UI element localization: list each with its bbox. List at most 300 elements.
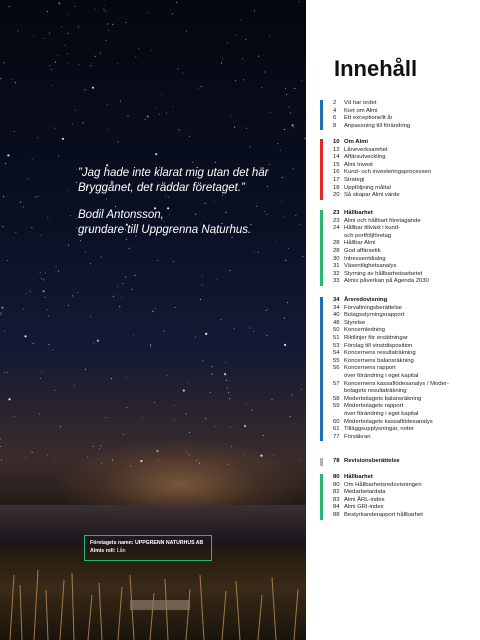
star (92, 87, 94, 89)
star (205, 333, 207, 335)
toc-entry[interactable] (333, 504, 478, 512)
star (67, 33, 68, 34)
star (299, 1, 300, 2)
star (157, 260, 158, 261)
star (117, 286, 118, 287)
toc-entry[interactable] (333, 350, 478, 358)
star (62, 138, 64, 140)
toc-page-number: 88 (333, 511, 340, 518)
toc-entry[interactable] (333, 419, 478, 427)
star (288, 248, 289, 249)
toc-entry[interactable] (333, 263, 478, 271)
star (126, 377, 127, 378)
toc-entry-label: Om Hållbarhetsredovisningen (344, 481, 422, 488)
star (155, 153, 157, 155)
star (126, 239, 127, 240)
star (104, 5, 105, 6)
toc-entry[interactable] (333, 458, 478, 466)
toc-entry-label: Så skapar Almi värde (344, 192, 400, 199)
star (104, 9, 105, 10)
star (52, 349, 53, 350)
toc-entry[interactable] (333, 411, 478, 419)
star (85, 89, 86, 90)
toc-page-number: 60 (333, 418, 340, 425)
star (99, 448, 100, 449)
star (35, 197, 36, 198)
star (126, 22, 127, 23)
toc-page-number: 82 (333, 489, 340, 496)
star (80, 240, 81, 241)
star (44, 297, 45, 298)
toc-entry-label: Ett exceptionellt år (344, 115, 393, 122)
star (177, 68, 178, 69)
star (23, 309, 24, 310)
star (254, 10, 255, 11)
star (78, 26, 79, 27)
toc-entry-label: Hållbarhet (344, 210, 373, 216)
star (227, 388, 228, 389)
company-info-box (84, 535, 212, 561)
star (30, 291, 31, 292)
star (58, 155, 59, 156)
toc-page-number: 4 (333, 107, 337, 114)
star (188, 382, 189, 383)
star (1, 307, 3, 309)
toc-entry[interactable] (333, 343, 478, 351)
toc-entry[interactable] (333, 225, 478, 233)
toc-entry-label: Almis påverkan på Agenda 2030 (344, 278, 429, 285)
star (41, 278, 42, 279)
star (8, 398, 10, 400)
star (32, 159, 33, 160)
quote-author (78, 208, 288, 238)
toc-entry-label: Koncernens kassaflödesanalys / Moder- (344, 380, 449, 387)
star (230, 427, 231, 428)
star (79, 64, 80, 65)
star (269, 164, 270, 165)
toc-entry-label: Årsredovisning (344, 297, 388, 303)
star (121, 297, 122, 298)
star (287, 302, 288, 303)
star (120, 101, 121, 102)
star (244, 425, 246, 427)
toc-page-number: 31 (333, 263, 340, 270)
star (235, 80, 236, 81)
toc-entry[interactable] (333, 177, 478, 185)
section-color-bar (320, 458, 323, 466)
star (112, 24, 113, 25)
star (129, 248, 130, 249)
star (50, 65, 51, 66)
toc-page-number: 14 (333, 154, 340, 161)
star (3, 196, 4, 197)
star (14, 416, 15, 417)
star (43, 279, 44, 280)
star (234, 328, 235, 329)
star (250, 146, 251, 147)
toc-entry[interactable] (333, 154, 478, 162)
star (302, 256, 303, 257)
star (301, 80, 302, 81)
star (51, 69, 52, 70)
star (293, 127, 294, 128)
star (0, 78, 1, 79)
toc-entry[interactable] (333, 169, 478, 177)
star (285, 260, 286, 261)
star (37, 137, 38, 138)
star (119, 306, 120, 307)
toc-entry[interactable] (333, 115, 478, 123)
star (185, 414, 186, 415)
star (108, 30, 109, 31)
toc-page-number: 24 (333, 225, 340, 232)
toc-page-number: 78 (333, 458, 340, 464)
star (54, 458, 55, 459)
toc-entry[interactable] (333, 320, 478, 328)
toc-page-number: 83 (333, 496, 340, 503)
star (90, 316, 91, 317)
toc-entry[interactable] (333, 305, 478, 313)
star (183, 73, 184, 74)
toc-entry-label: Moderbolagets balansräkning (344, 395, 422, 402)
toc-entry[interactable] (333, 123, 478, 131)
toc-entry-label: Vd har ordet (344, 100, 377, 106)
star (105, 11, 106, 12)
toc-page-number: 15 (333, 161, 340, 168)
star (166, 113, 167, 114)
star (77, 292, 78, 293)
toc-page-number: 50 (333, 327, 340, 334)
star (202, 285, 203, 286)
toc-page-number: 32 (333, 270, 340, 277)
toc-page-number: 77 (333, 433, 340, 440)
star (100, 53, 101, 54)
star (243, 79, 244, 80)
star (101, 257, 102, 258)
section-color-bar (320, 100, 323, 130)
toc-entry[interactable] (333, 434, 478, 442)
toc-title: Innehåll (334, 56, 418, 81)
toc-page-number: 8 (333, 122, 337, 129)
star (202, 275, 203, 276)
star (72, 124, 73, 125)
toc-entry-label: bolagets resultaträkning (344, 388, 407, 395)
star (107, 104, 108, 105)
star (264, 72, 265, 73)
star (214, 426, 215, 427)
toc-entry-label: Bolagsstyrningsrapport (344, 312, 405, 319)
star (41, 371, 42, 372)
star (212, 366, 213, 367)
star (54, 390, 55, 391)
star (40, 272, 41, 273)
toc-page-number: 23 (333, 217, 340, 224)
toc-entry-label: Koncernens rapport (344, 365, 396, 372)
star (75, 6, 76, 7)
section-color-bar (320, 210, 323, 286)
company-name-label: Företagets namn: (90, 540, 134, 546)
toc-entry[interactable] (333, 297, 478, 305)
toc-entry[interactable] (333, 373, 478, 381)
toc-entry[interactable] (333, 365, 478, 373)
star (133, 335, 134, 336)
toc-entry-label: Kund- och investeringsprocessen (344, 169, 432, 176)
star (258, 56, 259, 57)
toc-entry-label: Intressentdialog (344, 255, 386, 262)
star (285, 88, 286, 89)
star (289, 106, 290, 107)
star (173, 420, 174, 421)
toc-entry-label: Hållbar Almi (344, 240, 376, 247)
star (142, 418, 143, 419)
star (189, 136, 190, 137)
section-color-bar (320, 297, 323, 441)
toc-entry[interactable] (333, 396, 478, 404)
toc-page-number: 34 (333, 304, 340, 311)
star (93, 342, 94, 343)
toc-entry[interactable] (333, 489, 478, 497)
toc-entry-label: Hållbarhet (344, 474, 373, 480)
star (65, 45, 66, 46)
star (295, 215, 296, 216)
star (195, 337, 196, 338)
toc-entry[interactable] (333, 139, 478, 147)
star (70, 215, 71, 216)
toc-entry-label: över förändring i eget kapital (344, 410, 419, 417)
toc-page-number: 28 (333, 247, 340, 254)
toc-entry[interactable] (333, 327, 478, 335)
star (72, 295, 73, 296)
star (26, 293, 27, 294)
toc-entry[interactable] (333, 358, 478, 366)
star (246, 128, 247, 129)
star (118, 141, 119, 142)
toc-entry[interactable] (333, 240, 478, 248)
star (95, 56, 96, 57)
star (173, 106, 174, 107)
star (246, 404, 247, 405)
toc-entry[interactable] (333, 256, 478, 264)
star (276, 241, 277, 242)
star (155, 108, 156, 109)
toc-entry[interactable] (333, 403, 478, 411)
star (20, 202, 21, 203)
company-role-value: Lån (116, 548, 126, 554)
toc-entry[interactable] (333, 147, 478, 155)
toc-entry[interactable] (333, 162, 478, 170)
star (76, 182, 77, 183)
star (155, 308, 156, 309)
toc-page-number: 57 (333, 380, 340, 387)
star (172, 13, 173, 14)
toc-entry[interactable] (333, 100, 478, 108)
toc-entry[interactable] (333, 426, 478, 434)
toc-entry[interactable] (333, 497, 478, 505)
toc-entry[interactable] (333, 210, 478, 218)
star (111, 378, 112, 379)
toc-entry-label: Revisionsberättelse (344, 458, 400, 464)
star (224, 373, 226, 375)
star (200, 299, 201, 300)
toc-page-number: 17 (333, 176, 340, 183)
toc-entry-label: Styrning av hållbarhetsarbetet (344, 270, 423, 277)
star (15, 82, 16, 83)
toc-entry[interactable] (333, 278, 478, 286)
star (85, 252, 86, 253)
star (145, 119, 146, 120)
star (33, 343, 34, 344)
star (47, 217, 48, 218)
star (122, 283, 123, 284)
toc-page-number: 23 (333, 210, 340, 216)
toc-entry-label: Väsentlighetsanalys (344, 263, 397, 270)
star (227, 42, 228, 43)
toc-page-number: 61 (333, 426, 340, 433)
star (113, 296, 114, 297)
section-color-bar (320, 474, 323, 520)
toc-entry[interactable] (333, 482, 478, 490)
toc-entry[interactable] (333, 388, 478, 396)
star (126, 407, 127, 408)
toc-entry-label: Anpassning till förändring (344, 122, 411, 129)
star (58, 2, 60, 4)
toc-page-number (333, 388, 344, 396)
star (107, 24, 108, 25)
star (252, 410, 253, 411)
star (201, 86, 202, 87)
company-name-value: UPPGRENN NATURHUS AB (134, 540, 204, 546)
star (0, 446, 1, 447)
company-name-line (90, 539, 206, 547)
star (216, 279, 217, 280)
star (280, 150, 281, 151)
star (14, 131, 15, 132)
star (23, 206, 24, 207)
star (40, 235, 41, 236)
toc-entry-label: Koncernens resultaträkning (344, 350, 416, 357)
toc-page-number: 18 (333, 184, 340, 191)
toc-page-number: 58 (333, 395, 340, 402)
section-color-bar (320, 139, 323, 200)
star (47, 309, 48, 310)
star (263, 435, 264, 436)
star (245, 39, 246, 40)
star (4, 372, 5, 373)
toc-entry[interactable] (333, 512, 478, 520)
star (17, 31, 18, 32)
star (7, 154, 9, 156)
star (0, 439, 1, 440)
star (135, 275, 136, 276)
toc-page-number: 33 (333, 278, 340, 285)
toc-entry[interactable] (333, 335, 478, 343)
star (225, 362, 226, 363)
star (58, 271, 59, 272)
toc-entry-label: Tilläggsupplysningar, noter (344, 426, 414, 433)
star (92, 446, 93, 447)
star (90, 263, 91, 264)
star (49, 33, 50, 34)
toc-page-number: 34 (333, 297, 340, 303)
star (5, 163, 6, 164)
star (68, 245, 69, 246)
toc-page-number (333, 411, 344, 419)
star (249, 328, 250, 329)
star (37, 196, 38, 197)
star (7, 260, 8, 261)
author-name: Bodil Antonsson, (78, 209, 164, 221)
star (100, 445, 101, 446)
toc-entry[interactable] (333, 248, 478, 256)
star (242, 58, 243, 59)
star (174, 405, 175, 406)
star (294, 88, 295, 89)
star (211, 374, 212, 375)
star (132, 289, 133, 290)
star (44, 38, 45, 39)
star (205, 418, 206, 419)
star (270, 112, 271, 113)
star (229, 398, 230, 399)
star (267, 309, 268, 310)
star (94, 9, 95, 10)
star (147, 115, 149, 117)
star (3, 62, 4, 63)
star (215, 162, 216, 163)
star (47, 11, 48, 12)
star (235, 34, 236, 35)
star (117, 63, 118, 64)
star (68, 14, 69, 15)
star (261, 87, 262, 88)
star (128, 115, 129, 116)
toc-page-number: 54 (333, 350, 340, 357)
star (40, 378, 41, 379)
star (43, 290, 45, 292)
star (0, 312, 1, 313)
author-role: grundare till Uppgrenna Naturhus. (78, 224, 252, 236)
star (290, 113, 291, 114)
star (83, 122, 84, 123)
star (203, 360, 204, 361)
star (221, 63, 222, 64)
table-of-contents (306, 0, 480, 640)
star (107, 129, 108, 130)
star (258, 252, 259, 253)
toc-entry[interactable] (333, 312, 478, 320)
star (55, 62, 56, 63)
star (161, 94, 162, 95)
star (189, 432, 190, 433)
star (90, 65, 91, 66)
toc-page-number (333, 233, 344, 241)
star (277, 143, 278, 144)
toc-entry-label: och portföljföretag (344, 232, 392, 239)
star (97, 340, 99, 342)
toc-entry[interactable] (333, 474, 478, 482)
star (230, 270, 231, 271)
star (9, 6, 10, 7)
toc-entry[interactable] (333, 192, 478, 200)
toc-entry[interactable] (333, 381, 478, 389)
star (149, 0, 150, 1)
company-role-label: Almis roll: (90, 548, 116, 554)
star (85, 369, 86, 370)
star (31, 227, 32, 228)
toc-entry-label: Moderbolagets kassaflödesanalys (344, 418, 433, 425)
star (56, 266, 57, 267)
star (15, 232, 16, 233)
